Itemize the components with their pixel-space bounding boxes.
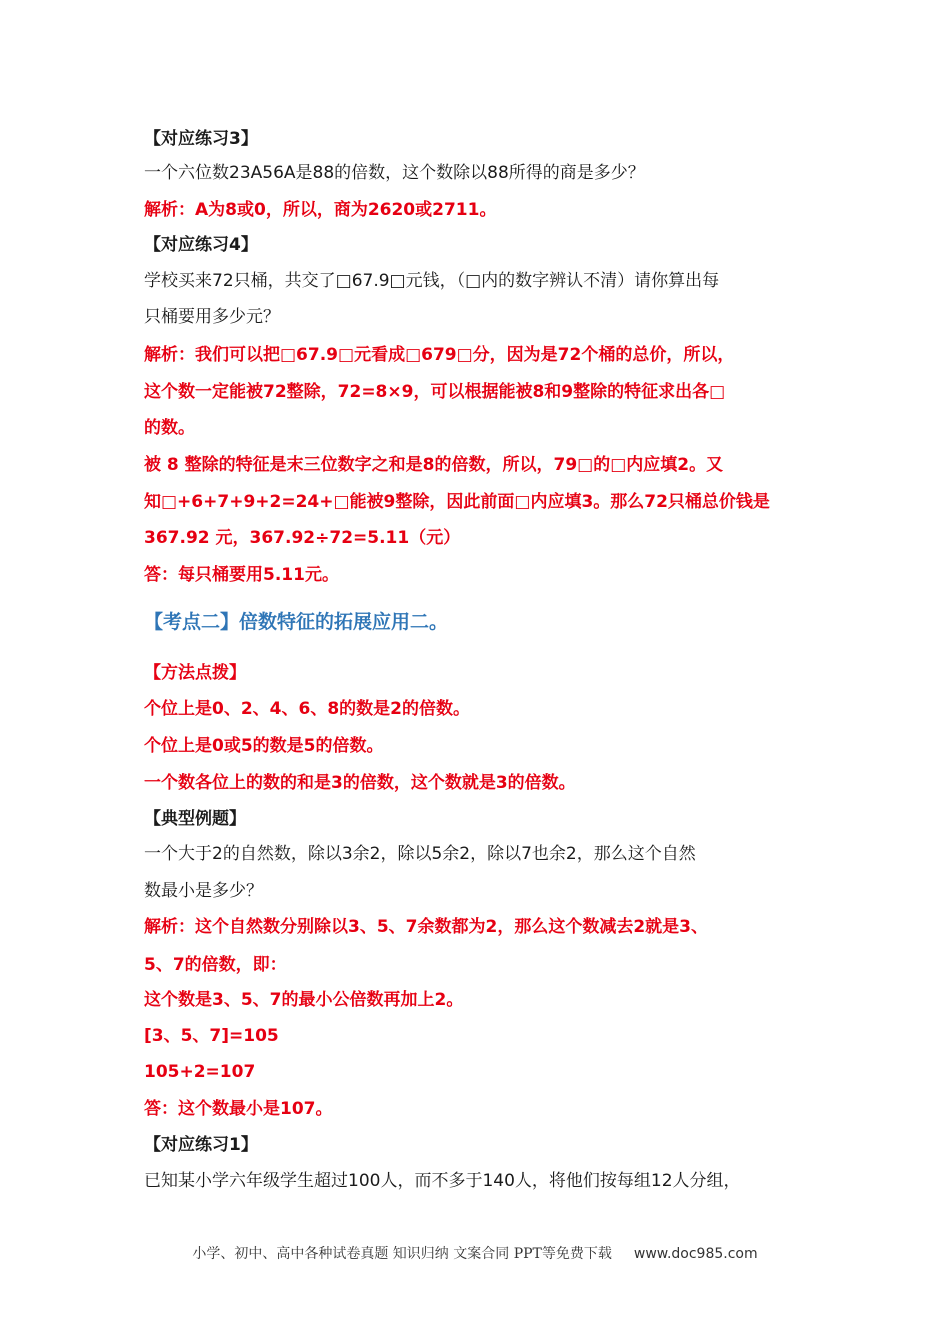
text-line: 105+2=107 bbox=[144, 1062, 256, 1082]
footer-text: 小学、初中、高中各种试卷真题 知识归纳 文案合同 PPT等免费下载 bbox=[192, 1246, 612, 1262]
text-line: 只桶要用多少元？ bbox=[144, 307, 280, 327]
text-line: 一个数各位上的数的和是3的倍数，这个数就是3的倍数。 bbox=[144, 773, 576, 793]
page-footer bbox=[0, 1243, 950, 1263]
text-line: 答：每只桶要用5.11元。 bbox=[144, 565, 339, 585]
text-line: 答：这个数最小是107。 bbox=[144, 1099, 333, 1119]
text-line: 的数。 bbox=[144, 418, 195, 438]
footer-site-link[interactable]: www.doc985.com bbox=[633, 1246, 758, 1262]
text-line: 这个数是3、5、7的最小公倍数再加上2。 bbox=[144, 990, 464, 1010]
subheading: 【对应练习3】 bbox=[144, 129, 258, 149]
text-line: 数最小是多少？ bbox=[144, 881, 263, 901]
subheading: 【典型例题】 bbox=[144, 809, 246, 829]
subheading: 【对应练习4】 bbox=[144, 235, 258, 255]
text-line: 一个大于2的自然数，除以3余2，除以5余2，除以7也余2，那么这个自然 bbox=[144, 844, 696, 864]
section-heading: 【考点二】倍数特征的拓展应用二。 bbox=[144, 611, 449, 633]
text-line: 解析：我们可以把□67.9□元看成□679□分，因为是72个桶的总价，所以， bbox=[144, 345, 735, 365]
text-line: 这个数一定能被72整除，72=8×9，可以根据能被8和9整除的特征求出各□ bbox=[144, 382, 726, 402]
text-line: 知□+6+7+9+2=24+□能被9整除，因此前面□内应填3。那么72只桶总价钱是 bbox=[144, 492, 770, 512]
text-line: 学校买来72只桶，共交了□67.9□元钱，（□内的数字辨认不清）请你算出每 bbox=[144, 271, 720, 291]
text-line: 【方法点拨】 bbox=[144, 663, 246, 683]
text-line: 367.92 元，367.92÷72=5.11（元） bbox=[144, 528, 461, 548]
subheading: 【对应练习1】 bbox=[144, 1135, 258, 1155]
text-line: 一个六位数23A56A是88的倍数，这个数除以88所得的商是多少？ bbox=[144, 163, 645, 183]
text-line: 个位上是0或5的数是5的倍数。 bbox=[144, 736, 384, 756]
text-line: [3、5、7]=105 bbox=[144, 1026, 279, 1046]
text-line: 被 8 整除的特征是末三位数字之和是8的倍数，所以，79□的□内应填2。又 bbox=[144, 455, 724, 475]
text-line: 个位上是0、2、4、6、8的数是2的倍数。 bbox=[144, 699, 470, 719]
text-line: 解析：A为8或0，所以，商为2620或2711。 bbox=[144, 200, 497, 220]
text-line: 5、7的倍数，即： bbox=[144, 955, 287, 975]
text-line: 已知某小学六年级学生超过100人，而不多于140人，将他们按每组12人分组， bbox=[144, 1171, 741, 1191]
text-line: 解析：这个自然数分别除以3、5、7余数都为2，那么这个数减去2就是3、 bbox=[144, 917, 708, 937]
